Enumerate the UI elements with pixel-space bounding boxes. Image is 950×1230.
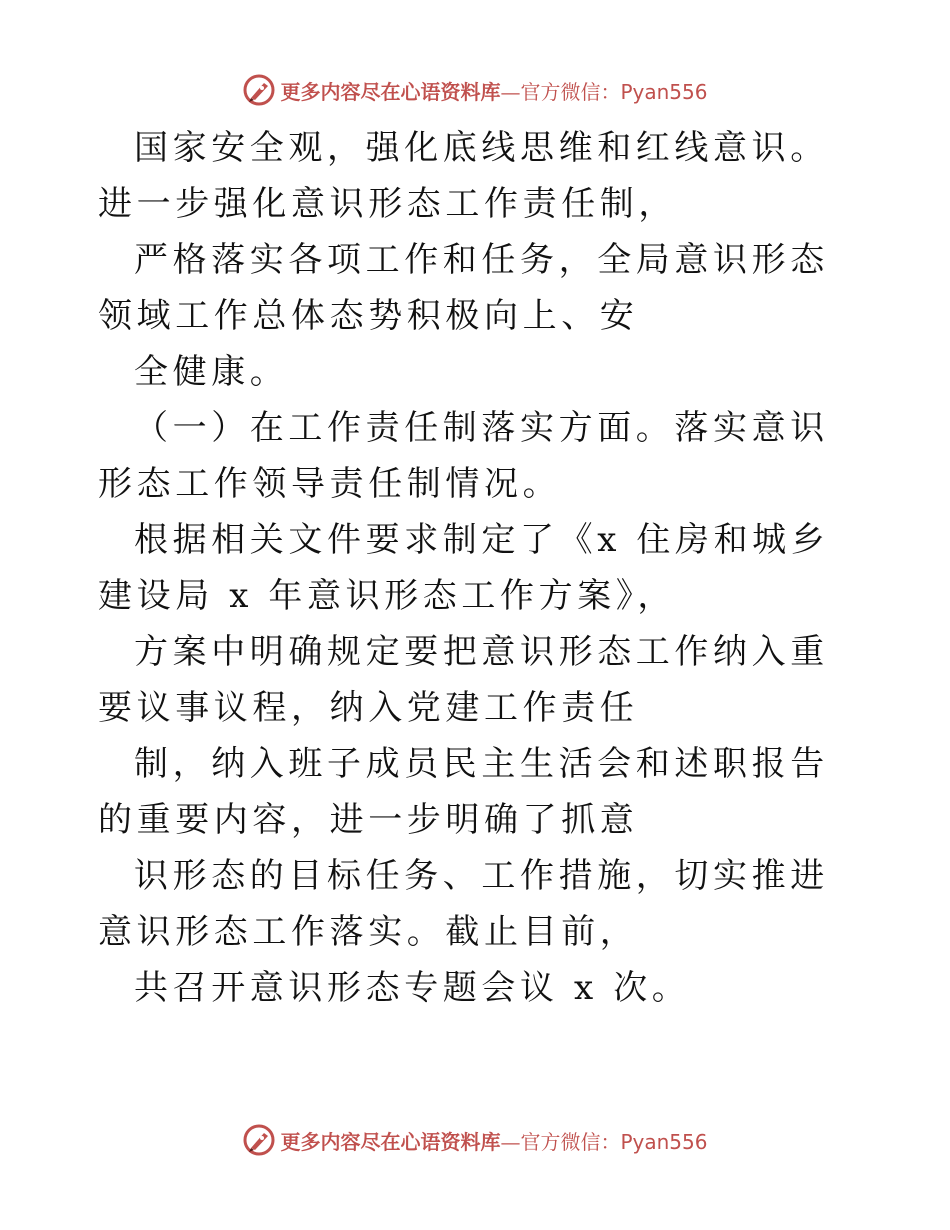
paragraph: 全健康。 bbox=[134, 352, 289, 392]
pen-logo-icon bbox=[242, 73, 276, 107]
paragraph: 共召开意识形态专题会议 x 次。 bbox=[134, 968, 691, 1008]
header-watermark bbox=[0, 70, 950, 110]
paragraph: 严格落实各项工作和任务，全局意识形态领域工作总体态势积极向上、安 bbox=[98, 240, 829, 336]
watermark-text: 更多内容尽在心语资料库—官方微信：Pyan556 bbox=[280, 79, 708, 104]
paragraph: 根据相关文件要求制定了《x 住房和城乡建设局 x 年意识形态工作方案》， bbox=[98, 520, 830, 616]
paragraph: 方案中明确规定要把意识形态工作纳入重要议事议程，纳入党建工作责任 bbox=[98, 632, 829, 728]
paragraph: 识形态的目标任务、工作措施，切实推进意识形态工作落实。截止目前， bbox=[98, 856, 829, 952]
paragraph: 国家安全观，强化底线思维和红线意识。进一步强化意识形态工作责任制， bbox=[98, 128, 829, 224]
pen-logo-icon bbox=[242, 1123, 276, 1157]
document-body bbox=[98, 120, 858, 1016]
paragraph: 制，纳入班子成员民主生活会和述职报告的重要内容，进一步明确了抓意 bbox=[98, 744, 829, 840]
footer-watermark bbox=[0, 1120, 950, 1160]
paragraph: （一）在工作责任制落实方面。落实意识形态工作领导责任制情况。 bbox=[98, 408, 829, 504]
watermark-text: 更多内容尽在心语资料库—官方微信：Pyan556 bbox=[280, 1129, 708, 1154]
